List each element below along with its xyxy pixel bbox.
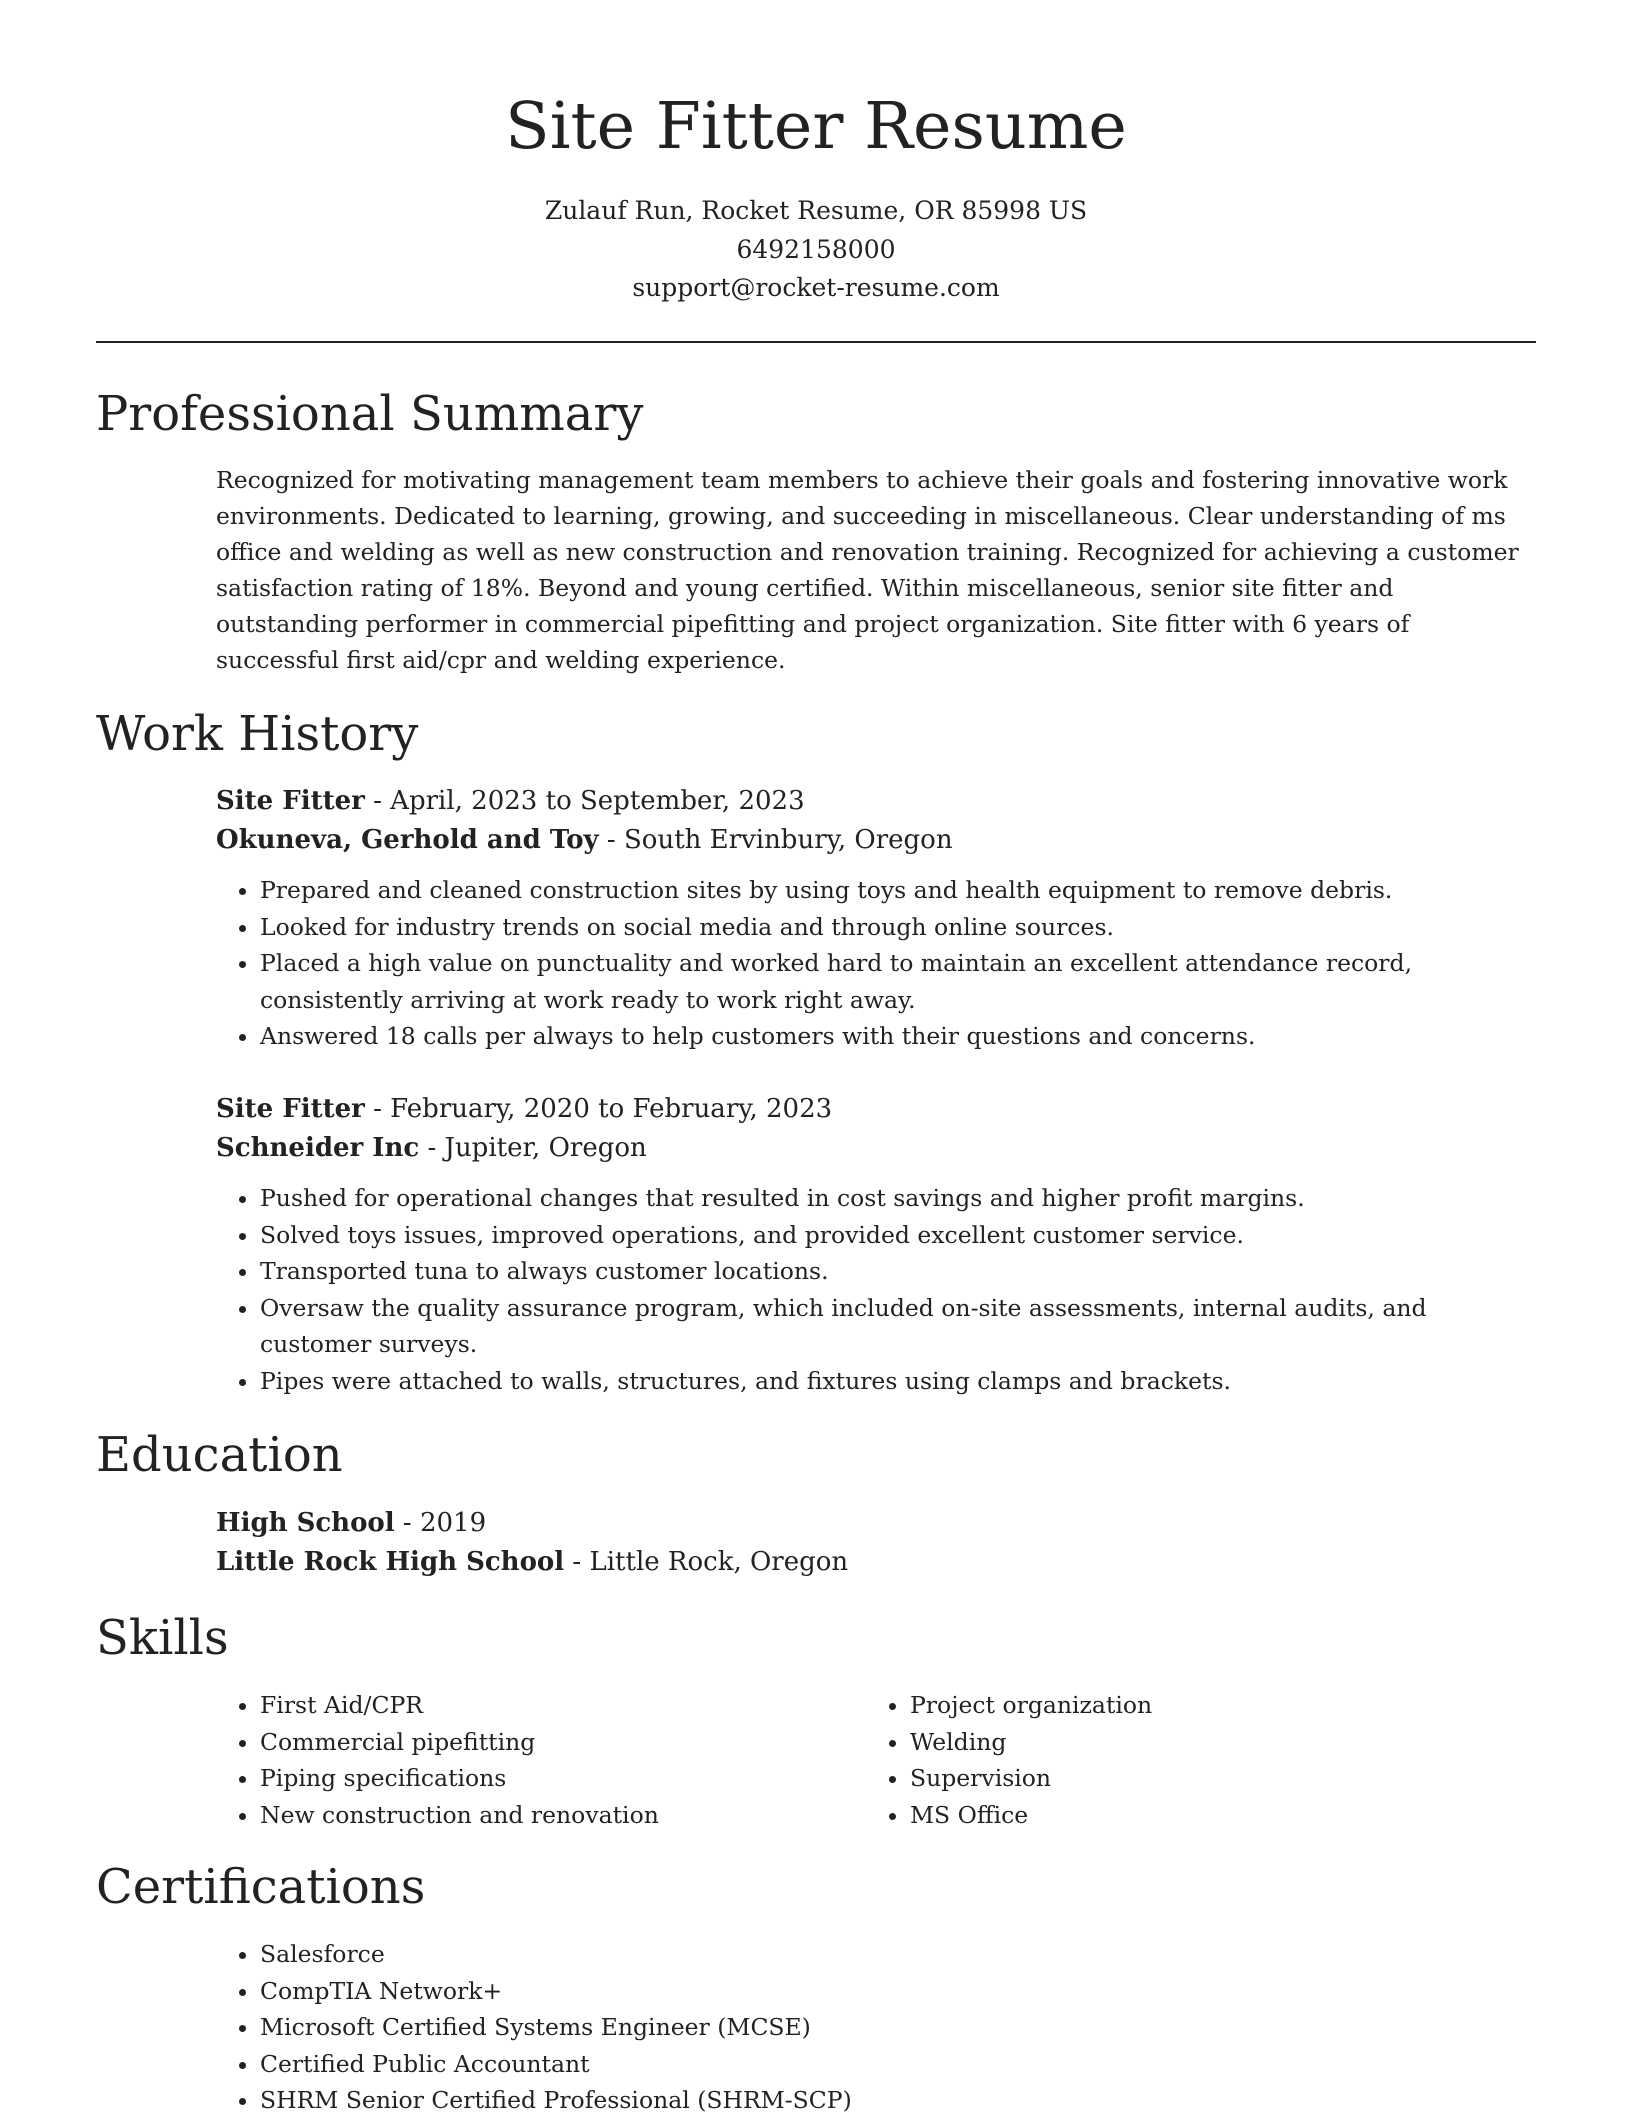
job-dates: - April, 2023 to September, 2023 <box>364 786 805 816</box>
skill-item: • Supervision <box>910 1760 1516 1797</box>
skills-column-right <box>866 1687 1516 1833</box>
job-bullet: • Transported tuna to always customer locations. <box>260 1253 1536 1290</box>
job-company: Schneider Inc <box>216 1133 420 1163</box>
certification-item: • Salesforce <box>260 1936 1536 1973</box>
skills-bullets <box>216 1687 866 1833</box>
certification-item: • SHRM Senior Certified Professional (SHRM-SCP) <box>260 2082 1536 2119</box>
job-bullet: • Pipes were attached to walls, structures, and fixtures using clamps and brackets. <box>260 1363 1536 1400</box>
job-role: Site Fitter <box>216 786 365 816</box>
section-title-education: Education <box>96 1427 343 1483</box>
section-title-work: Work History <box>96 706 419 762</box>
job-bullets <box>216 872 1536 1055</box>
job-bullet: • Answered 18 calls per always to help customers with their questions and concerns. <box>260 1018 1536 1055</box>
contact-block <box>96 192 1536 308</box>
education-degree: High School <box>216 1508 395 1538</box>
job-dates: - February, 2020 to February, 2023 <box>364 1094 833 1124</box>
job-location: - Jupiter, Oregon <box>419 1133 647 1163</box>
job-bullet: • Placed a high value on punctuality and worked hard to maintain an excellent attendance record, consistently arriving at work ready to work right away. <box>260 945 1536 1018</box>
skill-item: • Piping specifications <box>260 1760 866 1797</box>
section-title-summary: Professional Summary <box>96 386 644 442</box>
skill-item: • Welding <box>910 1724 1516 1761</box>
header-divider <box>96 341 1536 343</box>
section-title-skills: Skills <box>96 1610 229 1666</box>
job-bullet: • Looked for industry trends on social media and through online sources. <box>260 909 1536 946</box>
certification-item: • Certified Public Accountant <box>260 2046 1536 2083</box>
job-bullet: • Pushed for operational changes that resulted in cost savings and higher profit margins. <box>260 1180 1536 1217</box>
email: support@rocket-resume.com <box>632 273 1000 302</box>
skills-list <box>216 1687 1536 1833</box>
certification-item: • Microsoft Certified Systems Engineer (MCSE) <box>260 2009 1536 2046</box>
phone: 6492158000 <box>736 234 896 264</box>
job-company-line <box>216 1129 1536 1168</box>
job-bullet: • Oversaw the quality assurance program, which included on-site assessments, internal audits, and customer surveys. <box>260 1290 1536 1363</box>
skill-item: • Project organization <box>910 1687 1516 1724</box>
skill-item: • New construction and renovation <box>260 1797 866 1834</box>
job-title-line <box>216 782 1536 821</box>
skill-item: • Commercial pipefitting <box>260 1724 866 1761</box>
job-entry <box>216 782 1536 1055</box>
education-school-line <box>216 1543 1536 1582</box>
skill-item: • MS Office <box>910 1797 1516 1834</box>
skills-bullets <box>866 1687 1516 1833</box>
education-entry <box>216 1504 1536 1582</box>
certification-item: • CompTIA Network+ <box>260 1973 1536 2010</box>
address: Zulauf Run, Rocket Resume, OR 85998 US <box>544 196 1088 225</box>
job-bullet: • Prepared and cleaned construction sites by using toys and health equipment to remove debris. <box>260 872 1536 909</box>
skill-item: • First Aid/CPR <box>260 1687 866 1724</box>
job-location: - South Ervinbury, Oregon <box>598 825 953 855</box>
resume-title: Site Fitter Resume <box>505 89 1127 164</box>
job-entry <box>216 1090 1536 1399</box>
job-company: Okuneva, Gerhold and Toy <box>216 825 599 855</box>
skills-column-left <box>216 1687 866 1833</box>
education-location: - Little Rock, Oregon <box>564 1547 849 1577</box>
job-company-line <box>216 821 1536 860</box>
section-title-certifications: Certifications <box>96 1859 426 1915</box>
education-degree-line <box>216 1504 1536 1543</box>
job-bullet: • Solved toys issues, improved operations, and provided excellent customer service. <box>260 1217 1536 1254</box>
summary-block <box>216 462 1536 678</box>
summary-text: Recognized for motivating management team members to achieve their goals and fostering innovative work environments. Dedicated to learning, growing, and succeeding in miscellaneous. Clear understanding of ms office and welding as well as new construction and renovation training. Recognized for achieving a customer satisfaction rating of 18%. Beyond and young certified. Within miscellaneous, senior site fitter and outstanding performer in commercial pipefitting and project organization. Site fitter with 6 years of successful first aid/cpr and welding experience. <box>216 466 1519 674</box>
job-role: Site Fitter <box>216 1094 365 1124</box>
certification-bullets <box>216 1936 1536 2119</box>
certifications-list <box>216 1936 1536 2119</box>
education-year: - 2019 <box>394 1508 487 1538</box>
education-school: Little Rock High School <box>216 1547 565 1577</box>
job-title-line <box>216 1090 1536 1129</box>
job-bullets <box>216 1180 1536 1399</box>
